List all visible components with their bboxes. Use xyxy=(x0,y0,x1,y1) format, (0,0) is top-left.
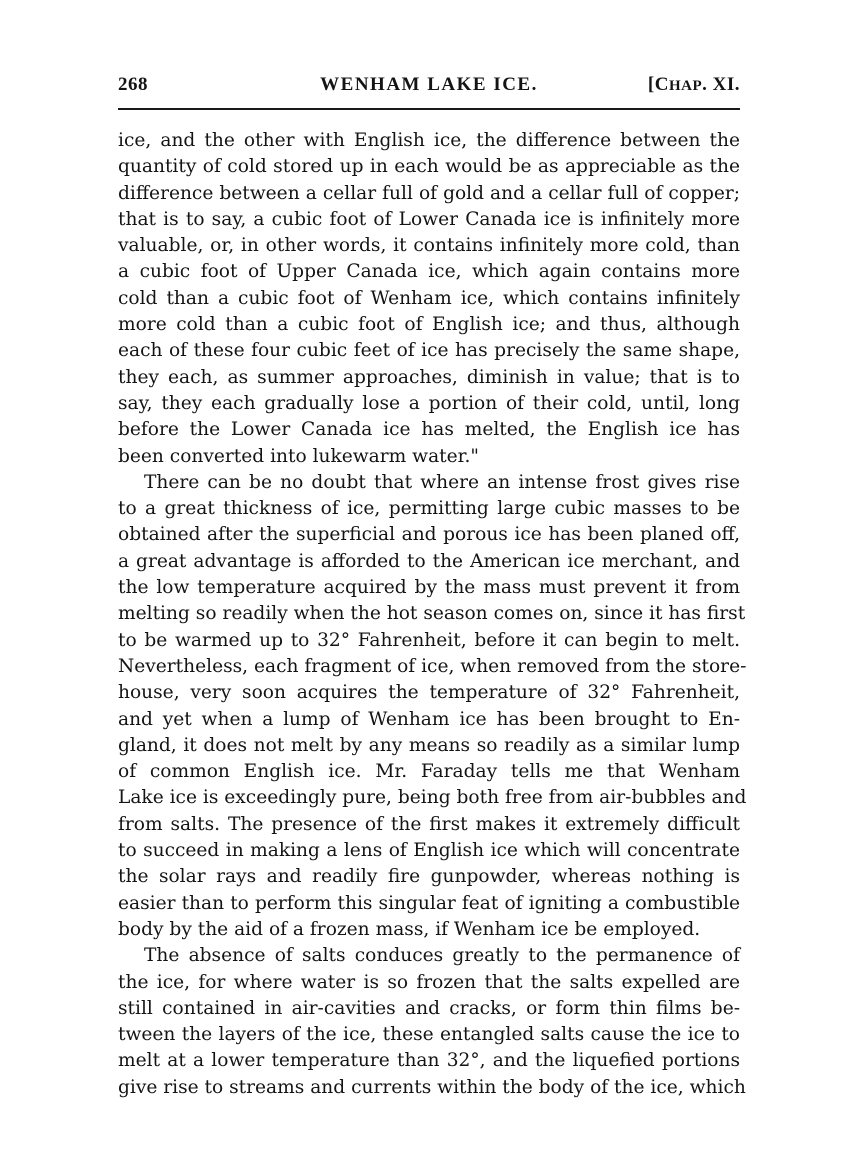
text-line: each of these four cubic feet of ice has precisely the same shape, xyxy=(118,340,740,362)
text-line: house, very soon acquires the temperature of 32° Fahrenheit, xyxy=(118,682,740,704)
text-line: difference between a cellar full of gold and a cellar full of copper; xyxy=(118,182,740,204)
text-line: quantity of cold stored up in each would be as appreciable as the xyxy=(118,156,740,178)
text-line: The absence of salts conduces greatly to the permanence of xyxy=(144,945,740,967)
text-line: from salts. The presence of the first makes it extremely difficult xyxy=(118,813,740,835)
header-rule xyxy=(118,108,740,110)
text-line: melting so readily when the hot season comes on, since it has first xyxy=(118,603,746,625)
text-line: to be warmed up to 32° Fahrenheit, before it can begin to melt. xyxy=(118,629,740,651)
text-line: say, they each gradually lose a portion of their cold, until, long xyxy=(118,392,740,414)
text-line: the low temperature acquired by the mass must prevent it from xyxy=(118,577,740,599)
text-line: been converted into lukewarm water." xyxy=(118,445,479,467)
chapter-suffix: . XI. xyxy=(702,74,740,95)
text-line: a cubic foot of Upper Canada ice, which again contains more xyxy=(118,261,740,283)
chapter-small-caps: HAP xyxy=(668,78,703,94)
text-line: Nevertheless, each fragment of ice, when removed from the store- xyxy=(118,655,747,677)
paragraph xyxy=(118,128,740,470)
text-line: valuable, or, in other words, it contains infinitely more cold, than xyxy=(118,235,740,257)
body-text xyxy=(118,128,747,1101)
paragraph xyxy=(118,943,746,1101)
text-line: Lake ice is exceedingly pure, being both free from air-bubbles and xyxy=(118,787,747,809)
text-line: to succeed in making a lens of English ice which will concentrate xyxy=(118,840,740,862)
page-number: 268 xyxy=(118,74,148,95)
text-line: before the Lower Canada ice has melted, the English ice has xyxy=(118,419,740,441)
running-head xyxy=(118,74,740,104)
text-line: easier than to perform this singular feat of igniting a combustible xyxy=(118,892,740,914)
text-line: a great advantage is afforded to the American ice merchant, and xyxy=(118,550,740,572)
text-line: that is to say, a cubic foot of Lower Canada ice is infinitely more xyxy=(118,208,740,230)
text-line: the solar rays and readily fire gunpowder, whereas nothing is xyxy=(118,866,740,888)
running-title: WENHAM LAKE ICE. xyxy=(320,74,538,95)
text-line: more cold than a cubic foot of English ice; and thus, although xyxy=(118,314,740,336)
text-line: they each, as summer approaches, diminish in value; that is to xyxy=(118,366,740,388)
text-line: obtained after the superficial and porous ice has been planed off, xyxy=(118,524,740,546)
chapter-reference xyxy=(648,74,740,96)
paragraph xyxy=(118,470,747,943)
chapter-prefix: [C xyxy=(647,74,669,95)
text-line: body by the aid of a frozen mass, if Wenham ice be employed. xyxy=(118,918,701,940)
text-line: melt at a lower temperature than 32°, and the liquefied portions xyxy=(118,1050,740,1072)
text-line: gland, it does not melt by any means so readily as a similar lump xyxy=(118,734,740,756)
text-line: the ice, for where water is so frozen that the salts expelled are xyxy=(118,971,740,993)
text-line: to a great thickness of ice, permitting large cubic masses to be xyxy=(118,498,740,520)
text-line: cold than a cubic foot of Wenham ice, which contains infinitely xyxy=(118,287,740,309)
text-line: of common English ice. Mr. Faraday tells me that Wenham xyxy=(118,761,740,783)
text-line: ice, and the other with English ice, the difference between the xyxy=(118,130,740,151)
text-line: give rise to streams and currents within the body of the ice, which xyxy=(118,1076,746,1098)
text-line: There can be no doubt that where an intense frost gives rise xyxy=(144,471,740,493)
text-line: still contained in air-cavities and cracks, or form thin films be- xyxy=(118,997,740,1019)
text-line: tween the layers of the ice, these entangled salts cause the ice to xyxy=(118,1024,740,1046)
text-line: and yet when a lump of Wenham ice has been brought to En- xyxy=(118,708,740,730)
